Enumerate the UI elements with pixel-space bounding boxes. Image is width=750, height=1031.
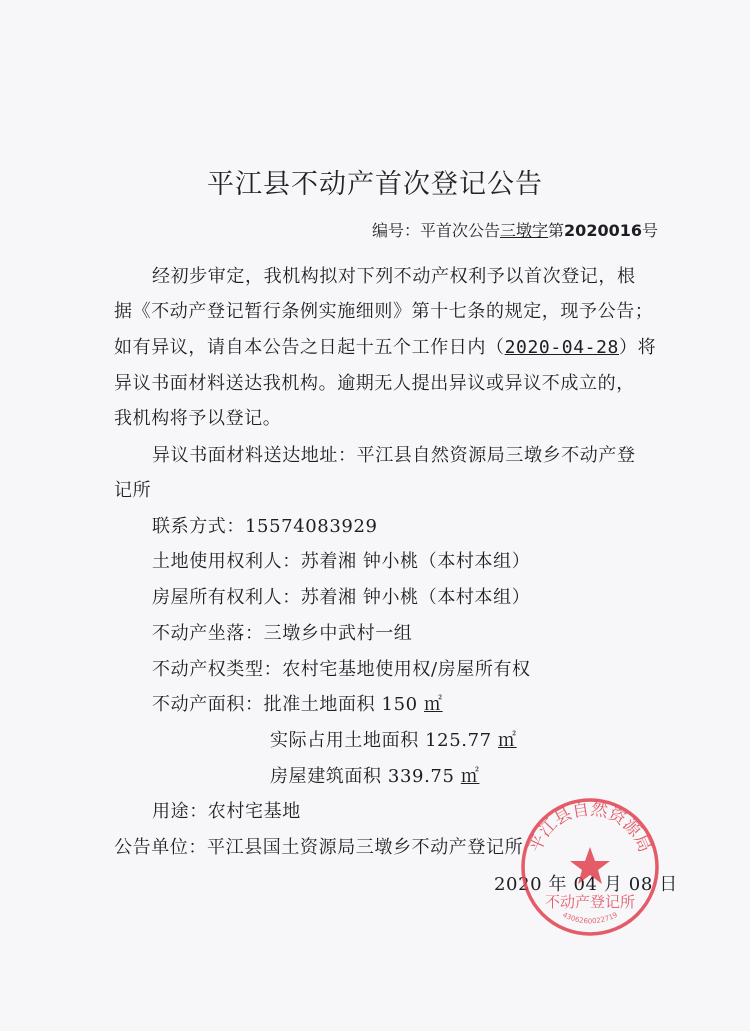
body-line: 据《不动产登记暂行条例实施细则》第十七条的规定，现予公告；: [114, 301, 654, 322]
usage-line: 用途：农村宅基地: [152, 801, 301, 822]
issue-date: 2020 年 04 月 08 日: [494, 874, 678, 895]
body-line: 记所: [114, 480, 152, 501]
area-text: 不动产面积：批准土地面积 150: [152, 694, 424, 715]
area-text: 房屋建筑面积 339.75: [270, 766, 461, 787]
number-code: 三墩字: [500, 221, 549, 240]
document-number: [372, 218, 658, 241]
seal-ring-text: 平江县自然资源局: [525, 799, 655, 856]
number-mid: 第: [548, 221, 565, 240]
body-text: 如有异议，请自本公告之日起十五个工作日内（: [114, 337, 505, 358]
deadline-date: 2020-04-28: [504, 337, 619, 358]
body-line: 经初步审定，我机构拟对下列不动产权利予以首次登记，根: [152, 266, 636, 287]
area-unit: ㎡: [498, 730, 517, 751]
contact-line: 联系方式：15574083929: [152, 516, 378, 537]
body-text: ）将: [618, 337, 657, 358]
page-title: 平江县不动产首次登记公告: [207, 169, 543, 200]
number-value: 2020016: [564, 221, 642, 240]
issuer-line: 公告单位：平江县国土资源局三墩乡不动产登记所: [114, 837, 524, 858]
seal-code: 4306260022719: [561, 910, 619, 926]
body-line: 异议书面材料送达我机构。逾期无人提出异议或异议不成立的，: [114, 373, 635, 394]
area-unit: ㎡: [460, 766, 480, 787]
body-line: 异议书面材料送达地址：平江县自然资源局三墩乡不动产登: [152, 445, 636, 466]
seal-star-icon: [570, 847, 610, 884]
area-text: 实际占用土地面积 125.77: [270, 730, 499, 751]
location-line: 不动产坐落：三墩乡中武村一组: [152, 623, 413, 644]
official-seal-icon: [518, 795, 662, 939]
area-line: [270, 762, 479, 788]
body-line: 我机构将予以登记。: [114, 408, 282, 429]
area-unit: ㎡: [424, 694, 443, 715]
area-line: [270, 726, 517, 752]
number-prefix: 编号：平首次公告: [372, 221, 501, 240]
seal-center-text: 不动产登记所: [544, 893, 636, 911]
number-suffix: 号: [641, 221, 658, 240]
body-line: [114, 333, 656, 359]
house-owner-line: 房屋所有权利人：苏着湘 钟小桃（本村本组）: [152, 587, 531, 608]
land-owner-line: 土地使用权利人：苏着湘 钟小桃（本村本组）: [152, 551, 531, 572]
right-type-line: 不动产权类型：农村宅基地使用权/房屋所有权: [152, 659, 531, 680]
area-line: [152, 690, 443, 716]
